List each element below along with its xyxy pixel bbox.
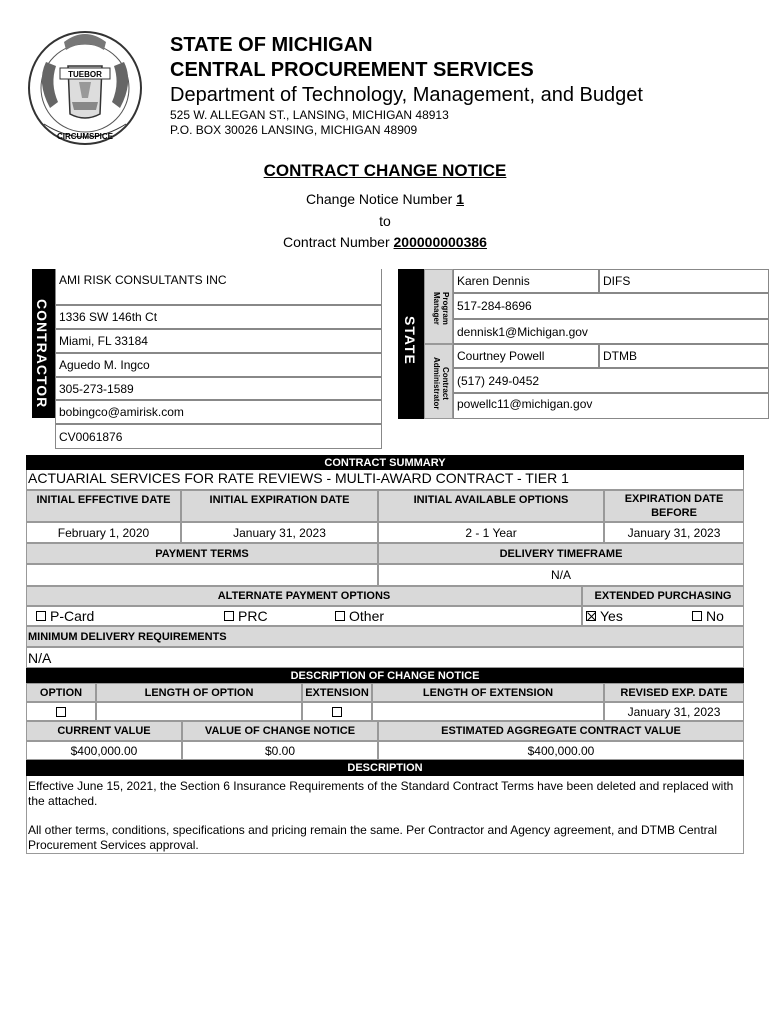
- expiration-date-before-header: EXPIRATION DATE BEFORE: [604, 490, 744, 522]
- notice-title: CONTRACT CHANGE NOTICE: [263, 161, 507, 180]
- contractor-side-label: CONTRACTOR: [34, 299, 50, 409]
- no-checkbox[interactable]: [692, 611, 702, 621]
- option-header: OPTION: [26, 683, 96, 702]
- pcard-checkbox[interactable]: [36, 611, 46, 621]
- contractor-name: AMI RISK CONSULTANTS INC: [55, 269, 382, 305]
- description-paragraph-1: Effective June 15, 2021, the Section 6 Insurance Requirements of the Standard Contract Terms have been deleted and replaced with the attached.: [28, 779, 734, 808]
- description-paragraph-2: All other terms, conditions, specifications and pricing remain the same. Per Contractor and Agency agreement, and DTMB Central Procurement Services approval.: [28, 823, 717, 852]
- prc-checkbox[interactable]: [224, 611, 234, 621]
- street-address: 525 W. ALLEGAN ST., LANSING, MICHIGAN 48913: [170, 108, 449, 122]
- yes-label: Yes: [600, 608, 623, 624]
- initial-effective-date-header: INITIAL EFFECTIVE DATE: [26, 490, 181, 522]
- initial-expiration-date: January 31, 2023: [181, 522, 378, 543]
- estimated-aggregate-value-header: ESTIMATED AGGREGATE CONTRACT VALUE: [378, 721, 744, 741]
- program-manager-agency: DIFS: [599, 269, 769, 293]
- contract-number-line: [0, 234, 770, 250]
- option-cell: [26, 702, 96, 721]
- other-checkbox[interactable]: [335, 611, 345, 621]
- length-of-extension-header: LENGTH OF EXTENSION: [372, 683, 604, 702]
- option-checkbox[interactable]: [56, 707, 66, 717]
- seal-tuebor-text: TUEBOR: [68, 70, 102, 79]
- initial-effective-date: February 1, 2020: [26, 522, 181, 543]
- michigan-state-seal: [24, 22, 146, 150]
- contract-description: ACTUARIAL SERVICES FOR RATE REVIEWS - MULTI-AWARD CONTRACT - TIER 1: [26, 470, 744, 490]
- delivery-timeframe-value: N/A: [378, 564, 744, 586]
- description-heading: DESCRIPTION: [26, 760, 744, 776]
- contractor-email: bobingco@amirisk.com: [55, 400, 382, 424]
- minimum-delivery-header: MINIMUM DELIVERY REQUIREMENTS: [26, 626, 744, 647]
- contract-administrator-phone: (517) 249-0452: [453, 368, 769, 393]
- pcard-label: P-Card: [50, 608, 95, 624]
- program-manager-name: Karen Dennis: [453, 269, 599, 293]
- contractor-city: Miami, FL 33184: [55, 329, 382, 353]
- revised-exp-date-header: REVISED EXP. DATE: [604, 683, 744, 702]
- contract-summary-heading: CONTRACT SUMMARY: [26, 455, 744, 470]
- contractor-side-bar: [32, 269, 55, 418]
- state-side-label: STATE: [402, 316, 418, 365]
- minimum-delivery-value: N/A: [26, 647, 744, 668]
- initial-expiration-date-header: INITIAL EXPIRATION DATE: [181, 490, 378, 522]
- estimated-aggregate-value: $400,000.00: [378, 741, 744, 760]
- state-side-bar: [398, 269, 424, 419]
- value-of-change-notice-header: VALUE OF CHANGE NOTICE: [182, 721, 378, 741]
- contract-administrator-name: Courtney Powell: [453, 344, 599, 368]
- other-option[interactable]: [335, 608, 384, 624]
- revised-exp-date: January 31, 2023: [604, 702, 744, 721]
- length-of-option-cell: [96, 702, 302, 721]
- program-manager-email: dennisk1@Michigan.gov: [453, 319, 769, 344]
- program-manager-label-cell: [424, 269, 453, 344]
- current-value: $400,000.00: [26, 741, 182, 760]
- no-label: No: [706, 608, 724, 624]
- change-notice-label: Change Notice Number: [306, 191, 457, 207]
- program-manager-phone: 517-284-8696: [453, 293, 769, 319]
- length-of-option-header: LENGTH OF OPTION: [96, 683, 302, 702]
- other-label: Other: [349, 608, 385, 624]
- extension-cell: [302, 702, 372, 721]
- value-of-change-notice: $0.00: [182, 741, 378, 760]
- contractor-contact: Aguedo M. Ingco: [55, 353, 382, 377]
- prc-label: PRC: [238, 608, 268, 624]
- contract-number: 200000000386: [393, 234, 487, 250]
- program-manager-label: Program Manager: [432, 291, 450, 325]
- state-heading: STATE OF MICHIGAN: [170, 34, 373, 56]
- extension-header: EXTENSION: [302, 683, 372, 702]
- yes-checkbox-checked[interactable]: [586, 611, 596, 621]
- contractor-vendor-id: CV0061876: [55, 424, 382, 449]
- contract-number-label: Contract Number: [283, 234, 394, 250]
- contract-administrator-email: powellc11@michigan.gov: [453, 393, 769, 419]
- extended-purchasing-header: EXTENDED PURCHASING: [582, 586, 744, 606]
- change-notice-heading: DESCRIPTION OF CHANGE NOTICE: [26, 668, 744, 683]
- agency-heading: CENTRAL PROCUREMENT SERVICES: [170, 59, 534, 81]
- change-notice-line: [0, 191, 770, 207]
- alternate-payment-options-row: [26, 606, 582, 626]
- alternate-payment-options-header: ALTERNATE PAYMENT OPTIONS: [26, 586, 582, 606]
- initial-available-options-header: INITIAL AVAILABLE OPTIONS: [378, 490, 604, 522]
- contract-administrator-label: Contract Administrator: [432, 356, 450, 410]
- expiration-date-before: January 31, 2023: [604, 522, 744, 543]
- delivery-timeframe-header: DELIVERY TIMEFRAME: [378, 543, 744, 564]
- payment-terms-value: [26, 564, 378, 586]
- contractor-street: 1336 SW 146th Ct: [55, 305, 382, 329]
- contractor-phone: 305-273-1589: [55, 377, 382, 400]
- current-value-header: CURRENT VALUE: [26, 721, 182, 741]
- change-notice-number: 1: [456, 191, 464, 207]
- department-heading: Department of Technology, Management, and Budget: [170, 84, 643, 106]
- po-box-address: P.O. BOX 30026 LANSING, MICHIGAN 48909: [170, 123, 418, 137]
- pcard-option[interactable]: [36, 608, 94, 624]
- prc-option[interactable]: [224, 608, 268, 624]
- initial-available-options: 2 - 1 Year: [378, 522, 604, 543]
- seal-circumspice-text: CIRCUMSPICE: [56, 132, 114, 141]
- contract-administrator-agency: DTMB: [599, 344, 769, 368]
- yes-option[interactable]: [586, 608, 623, 624]
- to-text: to: [379, 213, 391, 229]
- contract-administrator-label-cell: [424, 344, 453, 419]
- extension-checkbox[interactable]: [332, 707, 342, 717]
- no-option[interactable]: [692, 608, 724, 624]
- length-of-extension-cell: [372, 702, 604, 721]
- payment-terms-header: PAYMENT TERMS: [26, 543, 378, 564]
